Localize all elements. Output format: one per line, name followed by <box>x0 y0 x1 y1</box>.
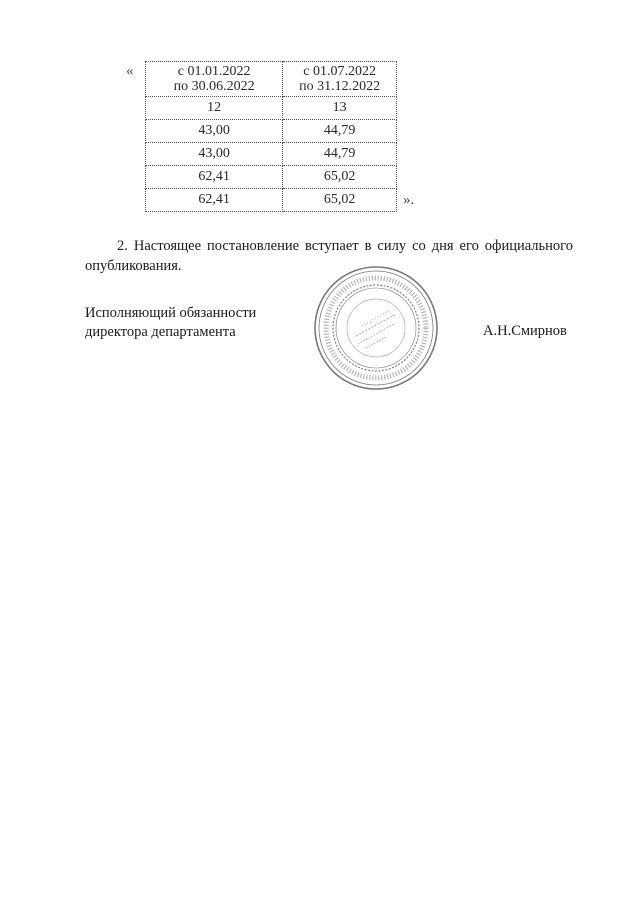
effective-date-paragraph: 2. Настоящее постановление вступает в силу со дня его официального опубликования. <box>85 238 573 274</box>
column-number-cell: 12 <box>146 97 283 120</box>
table-row <box>146 189 397 212</box>
header-line: с 01.01.2022 <box>177 64 251 79</box>
closing-quote: ». <box>403 192 415 208</box>
official-seal-stamp <box>312 264 440 392</box>
header-line: по 30.06.2022 <box>173 79 255 94</box>
table-cell: 43,00 <box>146 120 283 143</box>
header-line: с 01.07.2022 <box>303 64 376 79</box>
table-row <box>146 143 397 166</box>
table-header-row <box>146 62 397 97</box>
table-row <box>146 166 397 189</box>
signatory-name: А.Н.Смирнов <box>483 323 567 339</box>
column-number-cell: 13 <box>283 97 397 120</box>
column-number-row <box>146 97 397 120</box>
header-cell-period-2 <box>283 62 397 97</box>
header-cell-period-1 <box>146 62 283 97</box>
signatory-title <box>85 304 256 342</box>
signatory-title-line: Исполняющий обязанности <box>85 305 257 321</box>
table-cell: 44,79 <box>283 120 397 143</box>
table-cell: 44,79 <box>283 143 397 166</box>
table-cell: 62,41 <box>146 189 283 212</box>
opening-quote: « <box>126 63 134 79</box>
table-cell: 43,00 <box>146 143 283 166</box>
table-row <box>146 120 397 143</box>
table-cell: 65,02 <box>283 189 397 212</box>
signatory-title-line: директора департамента <box>85 324 236 340</box>
table-cell: 62,41 <box>146 166 283 189</box>
header-line: по 31.12.2022 <box>299 79 381 94</box>
rates-table <box>145 61 397 212</box>
table-cell: 65,02 <box>283 166 397 189</box>
